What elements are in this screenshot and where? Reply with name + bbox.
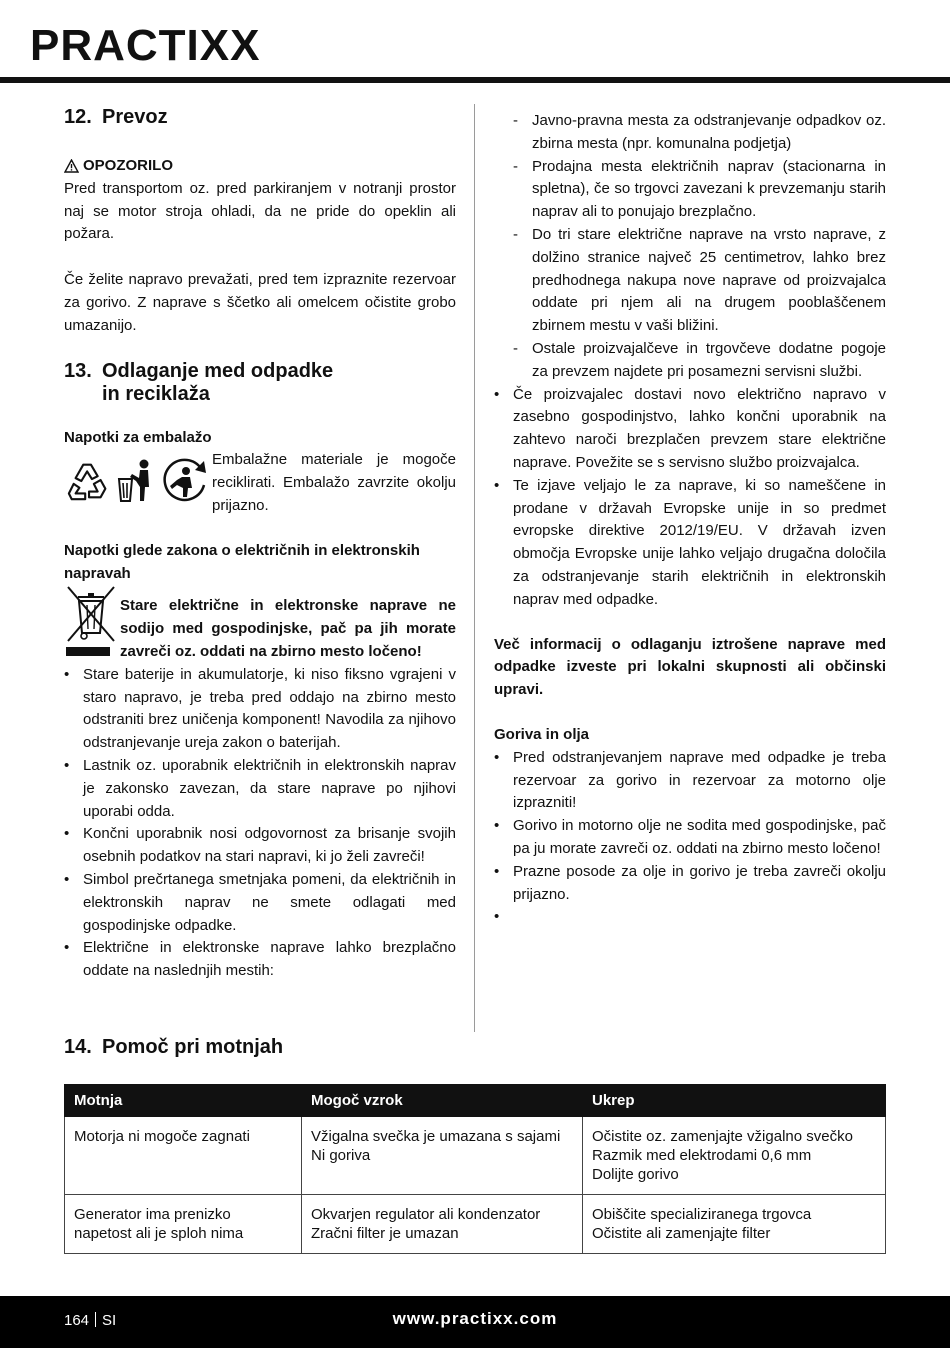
weee-heading: Napotki glede zakona o električnih in elektronskih napravah xyxy=(64,541,420,582)
column-header: Motnja xyxy=(65,1085,302,1117)
table-cell: Generator ima prenizko napetost ali je sploh nima xyxy=(65,1195,302,1254)
list-item: • Končni uporabnik nosi odgovornost za brisanje svojih osebnih podatkov na stari napravi, ki jo želi zavreči! xyxy=(64,825,456,866)
language-code: SI xyxy=(102,1312,117,1329)
section-number: 12. xyxy=(64,106,92,128)
website-url: www.practixx.com xyxy=(392,1309,558,1328)
list-item: • Gorivo in motorno olje ne sodita med gospodinjske, pač pa ju morate zavreči oz. oddati na zbirno mesto ločeno! xyxy=(494,817,886,857)
list-item: • Električne in elektronske naprave lahko brezplačno oddate na naslednjih mestih: xyxy=(64,939,456,980)
section-14-heading xyxy=(64,1036,283,1059)
table-cell: Obiščite specializiranega trgovca Očistite ali zamenjajte filter xyxy=(583,1195,886,1254)
warning-triangle-icon xyxy=(64,159,79,173)
packaging-text: Embalažne materiale je mogoče reciklirati. Embalažo zavrzite okolju prijazno. xyxy=(212,451,456,514)
list-item: • Lastnik oz. uporabnik električnih in elektronskih naprav je zakonsko zavezan, da stare naprave po njihovi uporabi odda. xyxy=(64,756,456,820)
practixx-logo xyxy=(30,14,330,76)
section-number: 13. xyxy=(64,359,92,382)
page-number: 164 SI xyxy=(64,1312,117,1329)
list-item: • Če proizvajalec dostavi novo električno napravo v zasebno gospodinjstvo, lahko končni uporabnik na zahtevo naroči brezplačen prevzem stare električne naprave. Povežite se s servisno službo proizvajalca. xyxy=(494,385,886,471)
page-footer xyxy=(0,1296,950,1348)
column-header: Mogoč vzrok xyxy=(302,1085,583,1117)
table-cell: Vžigalna svečka je umazana s sajami Ni goriva xyxy=(302,1117,583,1195)
weee-bullet-list xyxy=(64,664,456,983)
header-rule xyxy=(0,77,950,83)
list-item: - Do tri stare električne naprave na vrsto naprave, z dolžino stranice največ 25 centimetrov, lahko brez predhodnega nakupa nove naprave od proizvajalca oddate pri njem ali na drugem pooblaščenem zbirnem mestu v vaši bližini. xyxy=(513,225,886,335)
list-item: • Simbol prečrtanega smetnjaka pomeni, da električnih in elektronskih naprav ne smete odlagati med gospodinjske odpadke. xyxy=(64,870,456,934)
list-item: • xyxy=(494,908,500,926)
packaging-icons xyxy=(64,449,212,517)
list-item: - Ostale proizvajalčeve in trgovčeve dodatne pogoje za prevzem najdete pri posamezni servisni službi. xyxy=(513,339,886,380)
transport-paragraph: Če želite napravo prevažati, pred tem izpraznite rezervoar za gorivo. Z naprave s ščetko ali omelcem očistite grobo umazanijo. xyxy=(64,271,456,334)
section-title: Odlaganje med odpadke in reciklaža xyxy=(102,359,334,405)
svg-text:PRACTIXX: PRACTIXX xyxy=(30,21,261,70)
right-column xyxy=(494,110,886,929)
table-cell: Očistite oz. zamenjajte vžigalno svečko Razmik med elektrodami 0,6 mm Dolijte gorivo xyxy=(583,1117,886,1195)
disposal-bullet-list xyxy=(494,384,886,612)
crossed-bin-icon xyxy=(64,585,120,657)
table-row xyxy=(65,1195,886,1254)
table-row xyxy=(65,1117,886,1195)
litter-bin-icon xyxy=(116,457,156,507)
troubleshooting-table xyxy=(64,1084,886,1254)
column-divider xyxy=(474,104,475,1032)
section-title: Prevoz xyxy=(102,106,168,128)
table-header-row xyxy=(65,1085,886,1117)
list-item: - Javno-pravna mesta za odstranjevanje odpadkov oz. zbirna mesta (npr. komunalna podjetja) xyxy=(513,112,886,152)
section-title: Pomoč pri motnjah xyxy=(102,1036,284,1058)
more-info-text: Več informacij o odlaganju iztrošene naprave med odpadke izveste pri lokalni skupnosti ali občinski upravi. xyxy=(494,635,886,699)
list-item: - Prodajna mesta električnih naprav (stacionarna in spletna), če so trgovci zavezani k prevzemanju starih naprav ali to ponujajo brezplačno. xyxy=(513,157,886,221)
section-13-heading xyxy=(64,360,456,406)
packaging-notice xyxy=(64,449,456,517)
list-item: • Te izjave veljajo le za naprave, ki so nameščene in prodane v državah Evropske unije in so predmet evropske direktive 2012/19/EU. V državah izven območja Evropske unije lahko veljajo drugačna določila za odstranjevanje starih električnih in elektronskih naprav med odpadke. xyxy=(494,476,886,608)
column-header: Ukrep xyxy=(583,1085,886,1117)
section-number: 14. xyxy=(64,1036,92,1058)
weee-notice-text: Stare električne in elektronske naprave ne sodijo med gospodinjske, pač pa jih morate zavreči oz. oddati na zbirno mesto ločeno! xyxy=(120,597,456,660)
table-cell: Motorja ni mogoče zagnati xyxy=(65,1117,302,1195)
collection-points-list xyxy=(494,110,886,384)
list-item: • Stare baterije in akumulatorje, ki niso fiksno vgrajeni v staro napravo, je treba pred oddajo na zbirno mesto odstraniti brez uničenja komponent! Navodila za njihovo odstranjevanje ureja zakon o baterijah. xyxy=(64,665,456,752)
tidyman-recycle-icon xyxy=(160,455,210,505)
fuels-bullet-list xyxy=(494,747,886,929)
weee-notice xyxy=(64,585,456,663)
packaging-heading: Napotki za embalažo xyxy=(64,428,212,446)
fuels-heading: Goriva in olja xyxy=(494,725,590,743)
left-column xyxy=(64,106,456,983)
list-item: • Prazne posode za olje in gorivo je treba zavreči okolju prijazno. xyxy=(494,862,886,903)
warning-label: OPOZORILO xyxy=(64,155,456,178)
section-12-heading xyxy=(64,106,456,129)
recycle-icon xyxy=(66,457,114,505)
table-cell: Okvarjen regulator ali kondenzator Zračni filter je umazan xyxy=(302,1195,583,1254)
warning-text: Pred transportom oz. pred parkiranjem v notranji prostor naj se motor stroja ohladi, da ne pride do opeklin ali požara. xyxy=(64,179,456,243)
list-item: • Pred odstranjevanjem naprave med odpadke je treba rezervoar za gorivo in rezervoar za motorno olje izprazniti! xyxy=(494,748,886,812)
